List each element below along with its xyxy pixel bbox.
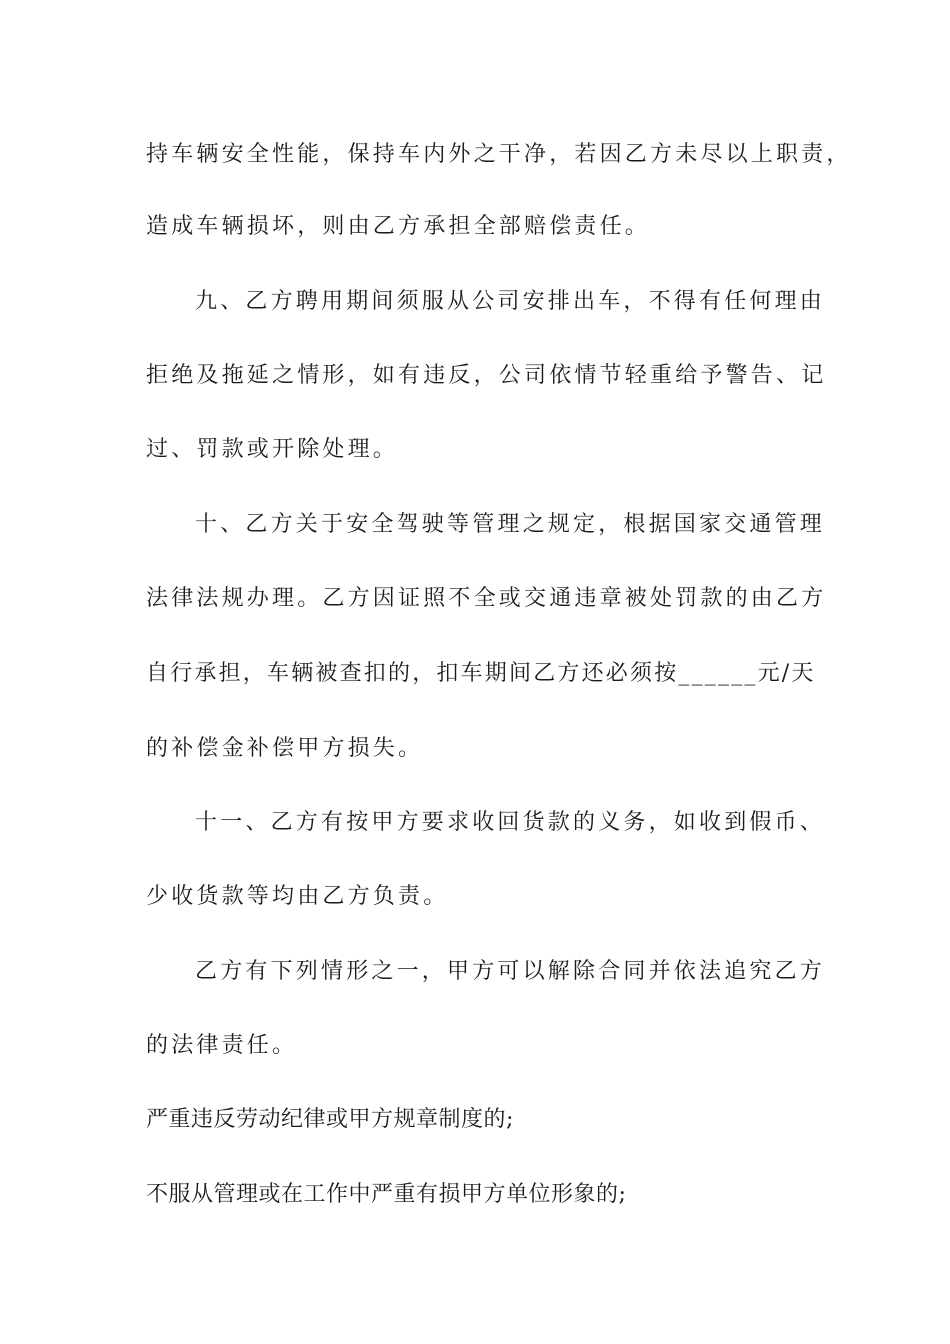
paragraph-start-line: 十、乙方关于安全驾驶等管理之规定，根据国家交通管理 <box>195 512 826 537</box>
text-line: 持车辆安全性能，保持车内外之干净，若因乙方未尽以上职责， <box>146 142 852 167</box>
text-line: 法律法规办理。乙方因证照不全或交通违章被处罚款的由乙方 <box>146 586 827 611</box>
paragraph-start-line: 九、乙方聘用期间须服从公司安排出车，不得有任何理由 <box>195 289 826 314</box>
text-line-with-blank: 自行承担，车辆被查扣的，扣车期间乙方还必须按______元/天 <box>146 661 816 686</box>
paragraph-start-line: 乙方有下列情形之一，甲方可以解除合同并依法追究乙方 <box>195 959 826 984</box>
text-line: 少收货款等均由乙方负责。 <box>146 884 449 909</box>
text-line: 的补偿金补偿甲方损失。 <box>146 736 424 761</box>
list-line: 严重违反劳动纪律或甲方规章制度的; <box>146 1107 514 1132</box>
list-line: 不服从管理或在工作中严重有损甲方单位形象的; <box>146 1182 627 1207</box>
paragraph-start-line: 十一、乙方有按甲方要求收回货款的义务，如收到假币、 <box>195 810 826 835</box>
text-line: 造成车辆损坏，则由乙方承担全部赔偿责任。 <box>146 214 651 239</box>
text-line: 拒绝及拖延之情形，如有违反，公司依情节轻重给予警告、记 <box>146 363 827 388</box>
text-line: 的法律责任。 <box>146 1033 298 1058</box>
text-line: 过、罚款或开除处理。 <box>146 437 399 462</box>
